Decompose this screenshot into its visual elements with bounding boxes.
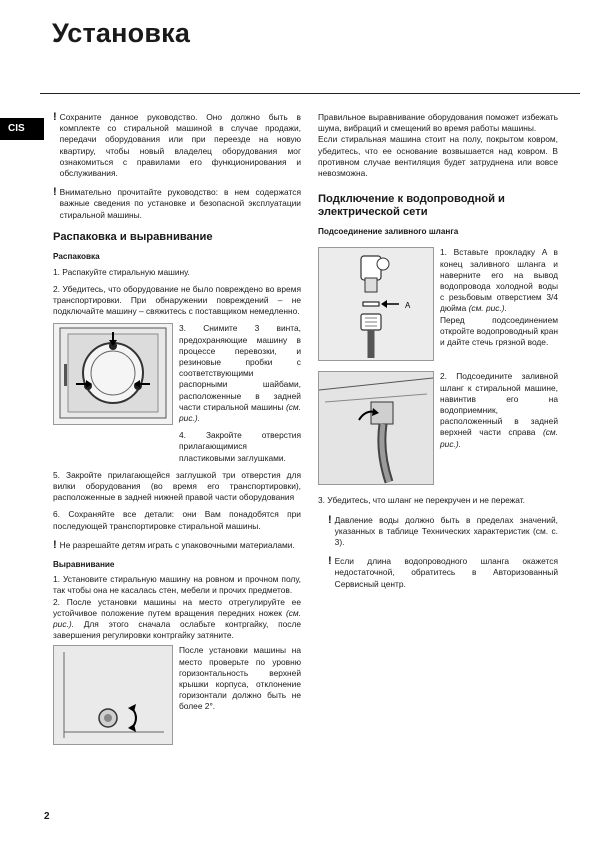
step-5: 5. Закройте прилагающейся заглушкой три отверстия для вилки оборудования (во время его транспортировки), расположенные в задней нижней правой части оборудования: [53, 469, 301, 503]
figure-rear-panel-bolts: [53, 323, 173, 425]
figure-hose-to-machine: [318, 371, 434, 485]
step-3: 3. Снимите 3 винта, предохраняющие машину в процессе перевозки, и резиновые пробки с соответствующими распорными шайбами, расположенные в задней части стиральной машины (см. рис.).: [179, 323, 301, 423]
header-rule: [40, 93, 580, 94]
warning-icon: !: [53, 111, 57, 123]
warning-icon: !: [328, 513, 332, 526]
hose-step-1-note: Перед подсоединением откройте водопроводный кран и дайте стечь грязной воде.: [440, 314, 558, 348]
warning-icon: !: [53, 538, 57, 551]
warning-icon: !: [53, 186, 57, 199]
subheading-hose: Подсоединение заливного шланга: [318, 227, 459, 237]
step-4: 4. Закройте отверстия прилагающимися пластиковыми заглушками.: [179, 430, 301, 463]
step-6: 6. Сохраняйте все детали: они Вам понадобятся при последующей транспортировке стиральной машины.: [53, 509, 301, 531]
level-step-2: 2. После установки машины на место отрегулируйте ее устойчивое положение путем вращения передних ножек (см. рис.). Для этого сначала ослабьте контргайку, после завершения регулировки контргайку затяните.: [53, 596, 301, 641]
subheading-unpacking: Распаковка: [53, 252, 100, 262]
left-column: [53, 112, 301, 745]
figure-front-feet: [53, 645, 173, 745]
level-step-3: После установки машины на место проверьте по уровню горизонтальность верхней крышки корпуса, отклонение горизонтали должно быть не более 2°.: [179, 645, 301, 712]
step-2: 2. Убедитесь, что оборудование не было повреждено во время транспортировки. При обнаружении повреждений – не подключайте машину – свяжитесь с поставщиком немедленно.: [53, 283, 301, 317]
hose-step-2-block: [318, 371, 558, 485]
leveling-block: [53, 645, 301, 745]
right-column: [318, 112, 558, 590]
section-title-unpacking: Распаковка и выравнивание: [53, 230, 213, 243]
warning-read-manual: ! Внимательно прочитайте руководство: в нем содержатся важные сведения по установке и безопасной эксплуатации стиральной машины.: [53, 186, 301, 220]
section-title-connection: Подключение к водопроводной и электрической сети: [318, 193, 505, 218]
page-title: Установка: [52, 18, 191, 48]
subheading-leveling: Выравнивание: [53, 560, 115, 569]
figure-tap-gasket: [318, 247, 434, 361]
leveling-intro: Правильное выравнивание оборудования поможет избежать шума, вибраций и смещений во время работы машины.: [318, 112, 558, 134]
warning-water-pressure: ! Давление воды должно быть в пределах значений, указанных в таблице Технических характеристик (см. с. 3).: [328, 513, 558, 548]
hose-step-3: 3. Убедитесь, что шланг не перекручен и не пережат.: [318, 495, 525, 506]
hose-step-2: 2. Подсоедините заливной шланг к стиральной машине, навинтив его на водоприемник, расположенный в задней верхней части справа (см. рис.).: [440, 371, 558, 449]
warning-icon: !: [328, 555, 332, 568]
step-1: 1. Распакуйте стиральную машину.: [53, 266, 190, 277]
label-a: A: [405, 301, 411, 311]
warning-hose-length: ! Если длина водопроводного шланга окажется недостаточной, обратитесь в Авторизованный Сервисный центр.: [328, 555, 558, 589]
page-number: 2: [44, 811, 50, 822]
language-tab-label: CIS: [8, 123, 25, 134]
level-step-1: 1. Установите стиральную машину на ровном и прочном полу, так чтобы она не касалась стен, мебели и прочих предметов.: [53, 574, 301, 596]
warning-keep-manual: ! Сохраните данное руководство. Оно должно быть в комплекте со стиральной машиной в случае продажи, передачи оборудования или при переезде на новую квартиру, чтобы новый владелец оборудования мог ознакомиться с правилами его функционирования и обслуживания.: [53, 111, 301, 179]
step-3-block: [53, 323, 301, 463]
hose-step-1-block: [318, 247, 558, 361]
hose-step-1: 1. Вставьте прокладку A в конец заливного шланга и наверните его на вывод водопровода холодной воды с резьбовым отверстием 3/4 дюйма (см. рис.).: [440, 247, 558, 314]
carpet-note: Если стиральная машина стоит на полу, покрытом ковром, убедитесь, что ее основание возвышается над ковром. В противном случае вентиляция будет затруднена или вовсе невозможна.: [318, 134, 558, 179]
warning-children: ! Не разрешайте детям играть с упаковочными материалами.: [53, 538, 295, 551]
